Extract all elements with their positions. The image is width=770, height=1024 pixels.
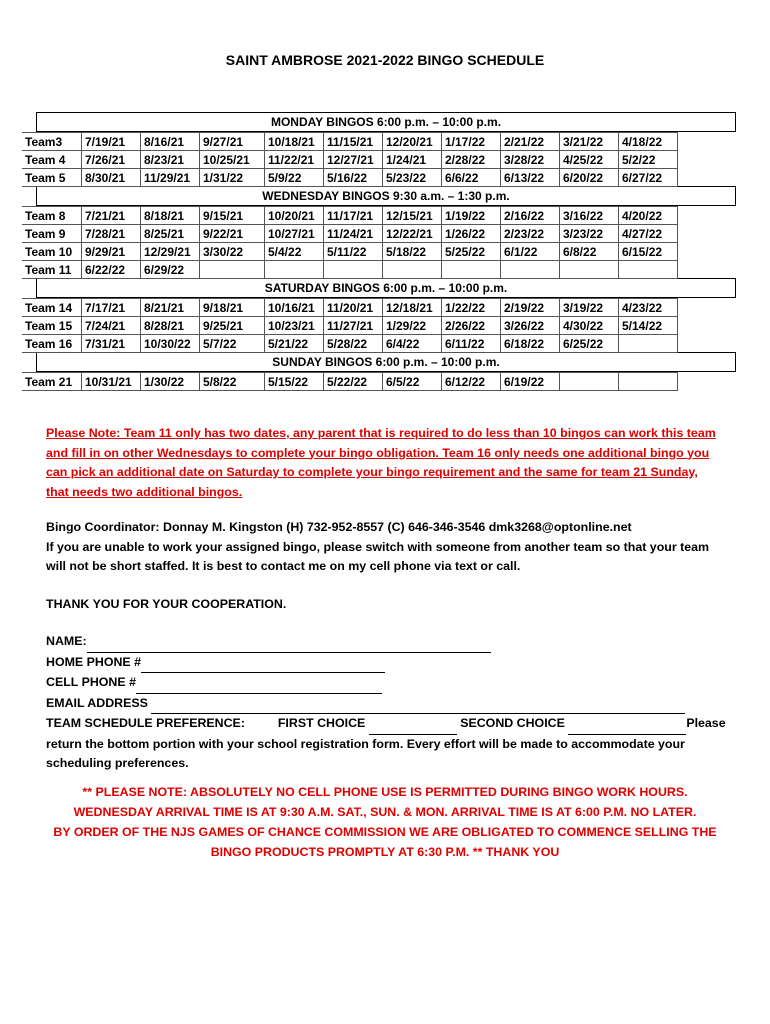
date-cell (618, 334, 678, 353)
date-cell: 4/23/22 (618, 298, 678, 317)
swap-instructions: If you are unable to work your assigned bingo, please switch with someone from another team so that your team will not be short staffed. It is best to contact me on my cell phone via text or call. (46, 539, 710, 573)
team-note: Please Note: Team 11 only has two dates, any parent that is required to do less than 10 bingos can work this team and fill in on other Wednesdays to complete your bingo obligation. Team 16 only needs one additional bingo you can pick an additional date on Saturday to complete your bingo requirement and the same for team 21 Sunday, that needs two additional bingos. (46, 426, 716, 499)
date-cell (382, 260, 442, 279)
warning-line-2: WEDNESDAY ARRIVAL TIME IS AT 9:30 A.M. SAT., SUN. & MON. ARRIVAL TIME IS AT 6:00 P.M. NO LATER. (73, 805, 697, 819)
date-cell: 3/26/22 (500, 316, 560, 335)
date-cell: 6/27/22 (618, 168, 678, 187)
date-cell: 4/18/22 (618, 132, 678, 151)
date-cell: 2/19/22 (500, 298, 560, 317)
name-field[interactable] (87, 632, 491, 653)
section-heading: MONDAY BINGOS 6:00 p.m. – 10:00 p.m. (36, 112, 736, 132)
preference-label: TEAM SCHEDULE PREFERENCE: (46, 716, 245, 730)
date-cell: 10/25/21 (199, 150, 265, 169)
team-cell: Team 15 (22, 316, 82, 335)
date-cell: 11/20/21 (323, 298, 383, 317)
date-cell: 5/4/22 (264, 242, 324, 261)
date-cell: 5/14/22 (618, 316, 678, 335)
date-cell (559, 372, 619, 391)
date-cell: 6/5/22 (382, 372, 442, 391)
home-phone-label: HOME PHONE # (46, 654, 142, 669)
date-cell: 3/23/22 (559, 224, 619, 243)
first-choice-label: FIRST CHOICE (277, 716, 366, 730)
table-row (22, 206, 736, 224)
date-cell: 1/29/22 (382, 316, 442, 335)
work-hours-warning (40, 782, 730, 862)
date-cell (618, 260, 678, 279)
email-row (46, 694, 726, 715)
date-cell: 3/16/22 (559, 206, 619, 225)
team-cell: Team3 (22, 132, 82, 151)
coordinator-line: Bingo Coordinator: Donnay M. Kingston (H) 732-952-8557 (C) 646-346-3546 dmk3268@optonline.net (46, 520, 632, 534)
table-row (22, 372, 736, 390)
date-cell: 5/16/22 (323, 168, 383, 187)
date-cell: 12/22/21 (382, 224, 442, 243)
date-cell: 12/15/21 (382, 206, 442, 225)
table-row (22, 316, 736, 334)
team-cell: Team 9 (22, 224, 82, 243)
date-cell: 7/21/21 (81, 206, 141, 225)
date-cell: 8/23/21 (140, 150, 200, 169)
date-cell: 1/26/22 (441, 224, 501, 243)
date-cell: 4/30/22 (559, 316, 619, 335)
section-heading: SUNDAY BINGOS 6:00 p.m. – 10:00 p.m. (36, 352, 736, 372)
date-cell: 8/21/21 (140, 298, 200, 317)
date-cell: 6/12/22 (441, 372, 501, 391)
table-row (22, 334, 736, 352)
team-cell: Team 4 (22, 150, 82, 169)
team-cell: Team 11 (22, 260, 82, 279)
date-cell: 9/27/21 (199, 132, 265, 151)
date-cell: 6/11/22 (441, 334, 501, 353)
first-choice-field[interactable] (369, 714, 457, 735)
bingo-schedule-table (22, 112, 736, 390)
date-cell: 3/21/22 (559, 132, 619, 151)
warning-line-1: ** PLEASE NOTE: ABSOLUTELY NO CELL PHONE USE IS PERMITTED DURING BINGO WORK HOURS. (82, 785, 688, 799)
date-cell: 10/16/21 (264, 298, 324, 317)
date-cell: 8/25/21 (140, 224, 200, 243)
date-cell: 11/29/21 (140, 168, 200, 187)
date-cell: 6/4/22 (382, 334, 442, 353)
team-cell: Team 5 (22, 168, 82, 187)
date-cell: 11/22/21 (264, 150, 324, 169)
date-cell: 12/27/21 (323, 150, 383, 169)
date-cell: 2/23/22 (500, 224, 560, 243)
date-cell: 8/16/21 (140, 132, 200, 151)
date-cell: 3/30/22 (199, 242, 265, 261)
table-row (22, 242, 736, 260)
date-cell: 7/24/21 (81, 316, 141, 335)
table-row (22, 260, 736, 278)
date-cell: 9/22/21 (199, 224, 265, 243)
date-cell: 2/26/22 (441, 316, 501, 335)
date-cell: 11/24/21 (323, 224, 383, 243)
date-cell: 6/29/22 (140, 260, 200, 279)
return-instructions: Please return the bottom portion with your school registration form. Every effort will be made to accommodate your scheduling preferences. (46, 716, 726, 770)
date-cell: 1/24/21 (382, 150, 442, 169)
date-cell: 7/26/21 (81, 150, 141, 169)
date-cell: 1/17/22 (441, 132, 501, 151)
date-cell: 12/18/21 (382, 298, 442, 317)
cell-phone-row (46, 673, 726, 694)
date-cell (199, 260, 265, 279)
table-row (22, 168, 736, 186)
date-cell (441, 260, 501, 279)
second-choice-field[interactable] (568, 714, 686, 735)
section-heading: WEDNESDAY BINGOS 9:30 a.m. – 1:30 p.m. (36, 186, 736, 206)
team-cell: Team 10 (22, 242, 82, 261)
date-cell: 10/23/21 (264, 316, 324, 335)
date-cell: 6/25/22 (559, 334, 619, 353)
page-title: SAINT AMBROSE 2021-2022 BINGO SCHEDULE (225, 52, 545, 68)
date-cell: 1/22/22 (441, 298, 501, 317)
date-cell: 1/30/22 (140, 372, 200, 391)
date-cell: 6/18/22 (500, 334, 560, 353)
date-cell: 11/27/21 (323, 316, 383, 335)
date-cell: 8/30/21 (81, 168, 141, 187)
cell-phone-label: CELL PHONE # (46, 675, 136, 689)
date-cell (264, 260, 324, 279)
date-cell (618, 372, 678, 391)
date-cell: 5/9/22 (264, 168, 324, 187)
date-cell: 11/15/21 (323, 132, 383, 151)
team-cell: Team 16 (22, 334, 82, 353)
date-cell: 9/25/21 (199, 316, 265, 335)
date-cell: 6/22/22 (81, 260, 141, 279)
date-cell: 5/11/22 (323, 242, 383, 261)
date-cell: 10/27/21 (264, 224, 324, 243)
date-cell: 7/17/21 (81, 298, 141, 317)
date-cell: 8/28/21 (140, 316, 200, 335)
date-cell: 6/1/22 (500, 242, 560, 261)
date-cell: 5/28/22 (323, 334, 383, 353)
date-cell: 3/19/22 (559, 298, 619, 317)
date-cell: 5/8/22 (199, 372, 265, 391)
thank-you: THANK YOU FOR YOUR COOPERATION. (46, 597, 287, 611)
second-choice-label: SECOND CHOICE (460, 716, 565, 730)
preference-row (46, 714, 726, 774)
date-cell: 6/8/22 (559, 242, 619, 261)
date-cell: 12/20/21 (382, 132, 442, 151)
date-cell: 5/22/22 (323, 372, 383, 391)
table-row (22, 298, 736, 316)
date-cell: 6/6/22 (441, 168, 501, 187)
date-cell: 7/28/21 (81, 224, 141, 243)
team-cell: Team 8 (22, 206, 82, 225)
date-cell: 3/28/22 (500, 150, 560, 169)
date-cell: 6/15/22 (618, 242, 678, 261)
date-cell: 5/18/22 (382, 242, 442, 261)
date-cell: 7/31/21 (81, 334, 141, 353)
table-row (22, 132, 736, 150)
date-cell: 12/29/21 (140, 242, 200, 261)
section-heading: SATURDAY BINGOS 6:00 p.m. – 10:00 p.m. (36, 278, 736, 298)
date-cell: 5/7/22 (199, 334, 265, 353)
date-cell: 5/21/22 (264, 334, 324, 353)
date-cell: 7/19/21 (81, 132, 141, 151)
date-cell: 4/20/22 (618, 206, 678, 225)
date-cell: 10/18/21 (264, 132, 324, 151)
date-cell: 4/27/22 (618, 224, 678, 243)
home-phone-field[interactable] (141, 653, 385, 674)
date-cell: 10/20/21 (264, 206, 324, 225)
registration-form (46, 632, 726, 774)
date-cell: 8/18/21 (140, 206, 200, 225)
team-cell: Team 21 (22, 372, 82, 391)
date-cell: 5/15/22 (264, 372, 324, 391)
date-cell: 1/19/22 (441, 206, 501, 225)
cell-phone-field[interactable] (136, 673, 382, 694)
date-cell: 2/21/22 (500, 132, 560, 151)
coordinator-info (46, 518, 726, 577)
date-cell: 6/13/22 (500, 168, 560, 187)
date-cell: 5/23/22 (382, 168, 442, 187)
date-cell (500, 260, 560, 279)
home-phone-row (46, 653, 726, 674)
date-cell: 9/29/21 (81, 242, 141, 261)
date-cell: 10/30/22 (140, 334, 200, 353)
table-row (22, 150, 736, 168)
date-cell (323, 260, 383, 279)
date-cell: 1/31/22 (199, 168, 265, 187)
name-label: NAME: (46, 634, 87, 648)
date-cell: 5/2/22 (618, 150, 678, 169)
warning-line-3: BY ORDER OF THE NJS GAMES OF CHANCE COMMISSION WE ARE OBLIGATED TO COMMENCE SELLING THE BINGO PRODUCTS PROMPTLY AT 6:30 P.M. ** THANK YOU (53, 825, 717, 859)
date-cell: 2/16/22 (500, 206, 560, 225)
date-cell: 4/25/22 (559, 150, 619, 169)
name-row (46, 632, 726, 653)
team-cell: Team 14 (22, 298, 82, 317)
date-cell: 2/28/22 (441, 150, 501, 169)
date-cell (559, 260, 619, 279)
email-label: EMAIL ADDRESS (46, 695, 148, 710)
table-row (22, 224, 736, 242)
date-cell: 5/25/22 (441, 242, 501, 261)
date-cell: 9/15/21 (199, 206, 265, 225)
email-field[interactable] (151, 694, 685, 715)
date-cell: 9/18/21 (199, 298, 265, 317)
date-cell: 10/31/21 (81, 372, 141, 391)
date-cell: 6/20/22 (559, 168, 619, 187)
date-cell: 6/19/22 (500, 372, 560, 391)
date-cell: 11/17/21 (323, 206, 383, 225)
